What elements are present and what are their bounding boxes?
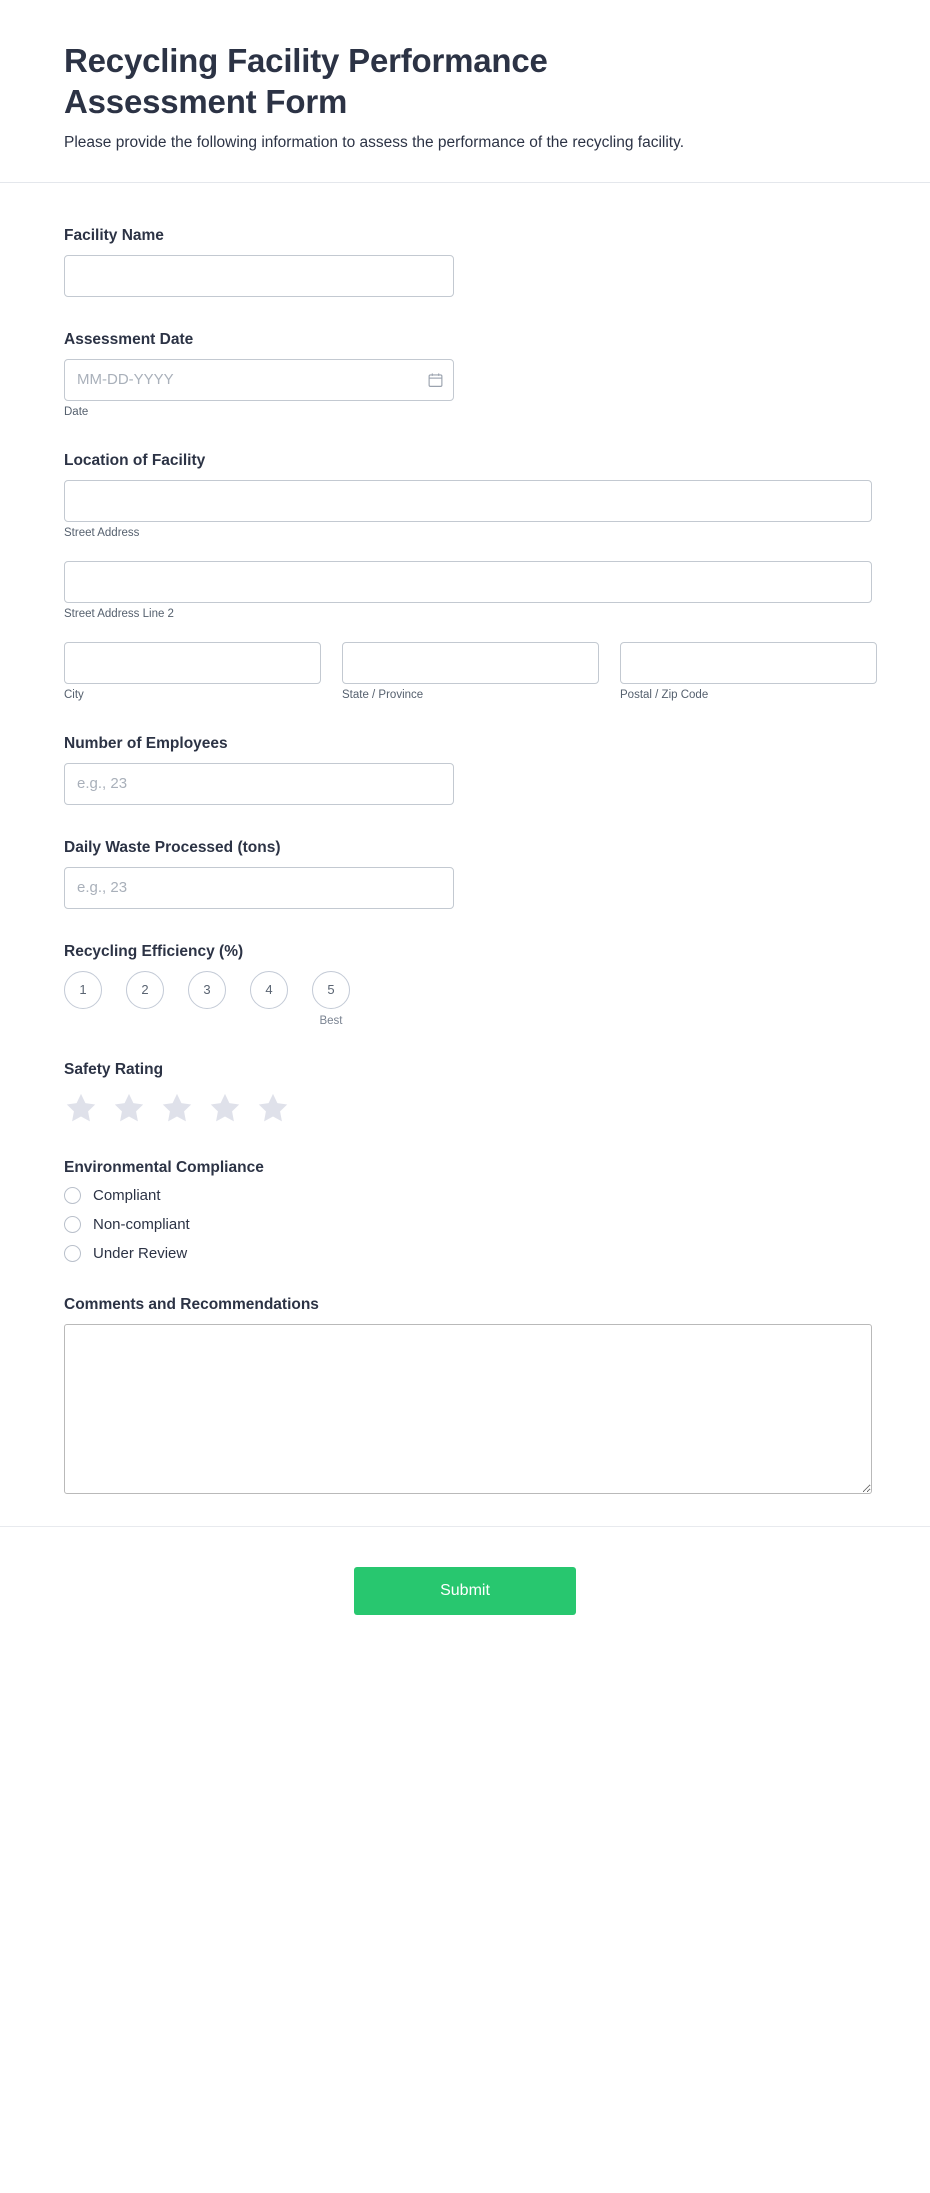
radio-label-under-review: Under Review <box>93 1244 188 1262</box>
scale-circle-4[interactable]: 4 <box>250 971 288 1009</box>
facility-name-input[interactable] <box>64 255 454 297</box>
assessment-date-input[interactable] <box>64 359 454 401</box>
comments-textarea[interactable] <box>64 1324 872 1494</box>
daily-waste-label: Daily Waste Processed (tons) <box>64 838 281 856</box>
daily-waste-input[interactable] <box>64 867 454 909</box>
street-address-sublabel: Street Address <box>64 526 140 539</box>
city-group <box>64 642 321 701</box>
field-assessment-date <box>64 331 866 418</box>
form-subtitle: Please provide the following information to assess the performance of the recycling facility. <box>64 133 685 151</box>
employees-input[interactable] <box>64 763 454 805</box>
assessment-date-label: Assessment Date <box>64 330 194 348</box>
star-icon-4[interactable] <box>208 1091 242 1125</box>
safety-rating-stars <box>64 1091 866 1125</box>
location-city-state-zip-row <box>64 642 866 701</box>
form-header <box>0 0 930 183</box>
safety-rating-label: Safety Rating <box>64 1060 164 1078</box>
radio-label-non-compliant: Non-compliant <box>93 1215 190 1233</box>
field-number-of-employees <box>64 735 866 805</box>
field-environmental-compliance <box>64 1159 866 1262</box>
field-recycling-efficiency <box>64 943 866 1027</box>
recycling-efficiency-scale <box>64 971 866 1027</box>
city-input[interactable] <box>64 642 321 684</box>
form-body <box>0 183 930 1527</box>
postal-sublabel: Postal / Zip Code <box>620 688 709 701</box>
state-input[interactable] <box>342 642 599 684</box>
postal-code-input[interactable] <box>620 642 877 684</box>
scale-option-2 <box>126 971 164 1015</box>
scale-option-4 <box>250 971 288 1015</box>
employees-label: Number of Employees <box>64 734 228 752</box>
scale-caption-5: Best <box>319 1014 343 1027</box>
form-footer <box>0 1527 930 1669</box>
field-facility-name <box>64 227 866 297</box>
environmental-compliance-label: Environmental Compliance <box>64 1158 264 1176</box>
star-icon-1[interactable] <box>64 1091 98 1125</box>
radio-option-compliant[interactable] <box>64 1187 866 1204</box>
postal-group <box>620 642 877 701</box>
scale-option-3 <box>188 971 226 1015</box>
scale-circle-2[interactable]: 2 <box>126 971 164 1009</box>
radio-option-non-compliant[interactable] <box>64 1216 866 1233</box>
state-group <box>342 642 599 701</box>
radio-circle-icon <box>64 1187 81 1204</box>
field-location <box>64 452 866 701</box>
scale-circle-5[interactable]: 5 <box>312 971 350 1009</box>
location-label: Location of Facility <box>64 451 206 469</box>
comments-label: Comments and Recommendations <box>64 1295 319 1313</box>
radio-circle-icon <box>64 1216 81 1233</box>
scale-option-5 <box>312 971 350 1027</box>
street-address-2-input[interactable] <box>64 561 872 603</box>
assessment-date-sublabel: Date <box>64 405 89 418</box>
environmental-compliance-options <box>64 1187 866 1262</box>
street-address-2-sublabel: Street Address Line 2 <box>64 607 174 620</box>
radio-circle-icon <box>64 1245 81 1262</box>
star-icon-5[interactable] <box>256 1091 290 1125</box>
field-safety-rating <box>64 1061 866 1125</box>
scale-circle-1[interactable]: 1 <box>64 971 102 1009</box>
state-sublabel: State / Province <box>342 688 424 701</box>
scale-circle-3[interactable]: 3 <box>188 971 226 1009</box>
scale-option-1 <box>64 971 102 1015</box>
submit-button[interactable]: Submit <box>354 1567 576 1615</box>
star-icon-2[interactable] <box>112 1091 146 1125</box>
recycling-efficiency-label: Recycling Efficiency (%) <box>64 942 244 960</box>
assessment-date-wrapper <box>64 359 454 401</box>
facility-name-label: Facility Name <box>64 226 164 244</box>
radio-option-under-review[interactable] <box>64 1245 866 1262</box>
field-comments <box>64 1296 866 1494</box>
street-address-input[interactable] <box>64 480 872 522</box>
radio-label-compliant: Compliant <box>93 1186 161 1204</box>
page-title: Recycling Facility Performance Assessment Form <box>64 42 548 121</box>
star-icon-3[interactable] <box>160 1091 194 1125</box>
field-daily-waste <box>64 839 866 909</box>
city-sublabel: City <box>64 688 84 701</box>
